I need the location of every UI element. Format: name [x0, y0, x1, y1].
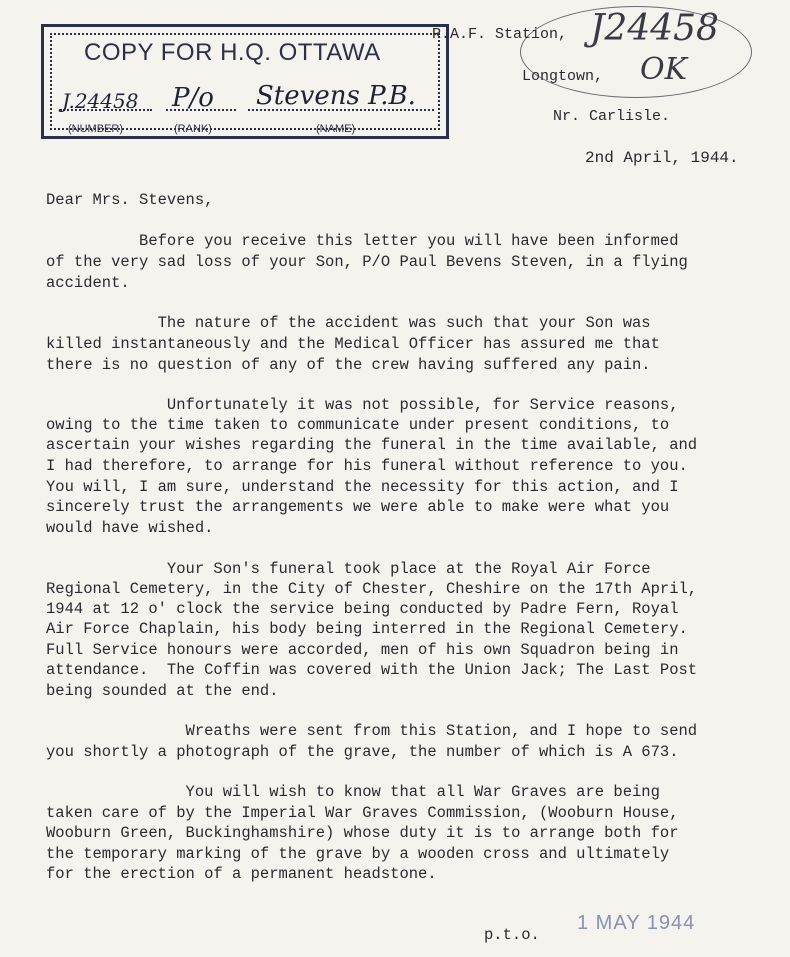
body-line: You will wish to know that all War Graves are being	[46, 783, 660, 801]
body-line: there is no question of any of the crew having suffered any pain.	[46, 356, 651, 374]
name-value: Stevens P.B.	[256, 81, 416, 111]
body-line: Wreaths were sent from this Station, and I hope to send	[46, 722, 698, 740]
body-line: Before you receive this letter you will have been informed	[46, 232, 679, 250]
received-date-stamp: 1 MAY 1944	[577, 912, 696, 934]
body-line: killed instantaneously and the Medical Officer has assured me that	[46, 335, 660, 353]
body-line: The nature of the accident was such that your Son was	[46, 314, 651, 332]
address-line-1: R.A.F. Station,	[432, 26, 568, 43]
body-line: the temporary marking of the grave by a wooden cross and ultimately	[46, 845, 670, 863]
body-line: Unfortunately it was not possible, for Service reasons,	[46, 396, 679, 414]
pto-note: p.t.o.	[484, 926, 540, 944]
body-line: You will, I am sure, understand the necessity for this action, and I	[46, 478, 679, 496]
rank-caption: (RANK)	[174, 123, 212, 135]
address-line-2: Longtown,	[522, 68, 604, 85]
salutation: Dear Mrs. Stevens,	[46, 191, 214, 209]
body-line: Wooburn Green, Buckinghamshire) whose duty it is to arrange both for	[46, 824, 679, 842]
body-line: Your Son's funeral took place at the Royal Air Force	[46, 560, 651, 578]
address-line-3: Nr. Carlisle.	[553, 108, 671, 125]
body-line: being sounded at the end.	[46, 682, 279, 700]
reference-number: J24458	[590, 8, 719, 49]
body-line: sincerely trust the arrangements we were able to make were what you	[46, 498, 670, 516]
body-line: owing to the time taken to communicate under present conditions, to	[46, 416, 670, 434]
copy-stamp	[41, 24, 449, 139]
body-line: would have wished.	[46, 519, 214, 537]
body-line: taken care of by the Imperial War Graves Commission, (Wooburn House,	[46, 804, 679, 822]
name-caption: (NAME)	[316, 123, 356, 135]
number-caption: (NUMBER)	[68, 123, 123, 135]
body-line: ascertain your wishes regarding the funeral in the time available, and	[46, 436, 698, 454]
body-line: you shortly a photograph of the grave, the number of which is A 673.	[46, 743, 679, 761]
body-line: attendance. The Coffin was covered with the Union Jack; The Last Post	[46, 661, 698, 679]
body-line: of the very sad loss of your Son, P/O Paul Bevens Steven, in a flying	[46, 253, 688, 271]
body-line: Air Force Chaplain, his body being interred in the Regional Cemetery.	[46, 620, 688, 638]
body-line: Full Service honours were accorded, men of his own Squadron being in	[46, 641, 679, 659]
body-line: I had therefore, to arrange for his funeral without reference to you.	[46, 457, 688, 475]
reference-mark: OK	[640, 52, 688, 87]
body-line: 1944 at 12 o' clock the service being conducted by Padre Fern, Royal	[46, 600, 679, 618]
body-line: for the erection of a permanent headstone.	[46, 865, 437, 883]
stamp-title: COPY FOR H.Q. OTTAWA	[84, 39, 381, 66]
body-line: accident.	[46, 274, 130, 292]
rank-value: P/o	[172, 83, 214, 113]
service-number: J.24458	[62, 89, 139, 113]
letter-date: 2nd April, 1944.	[585, 149, 739, 167]
body-line: Regional Cemetery, in the City of Chester, Cheshire on the 17th April,	[46, 580, 698, 598]
